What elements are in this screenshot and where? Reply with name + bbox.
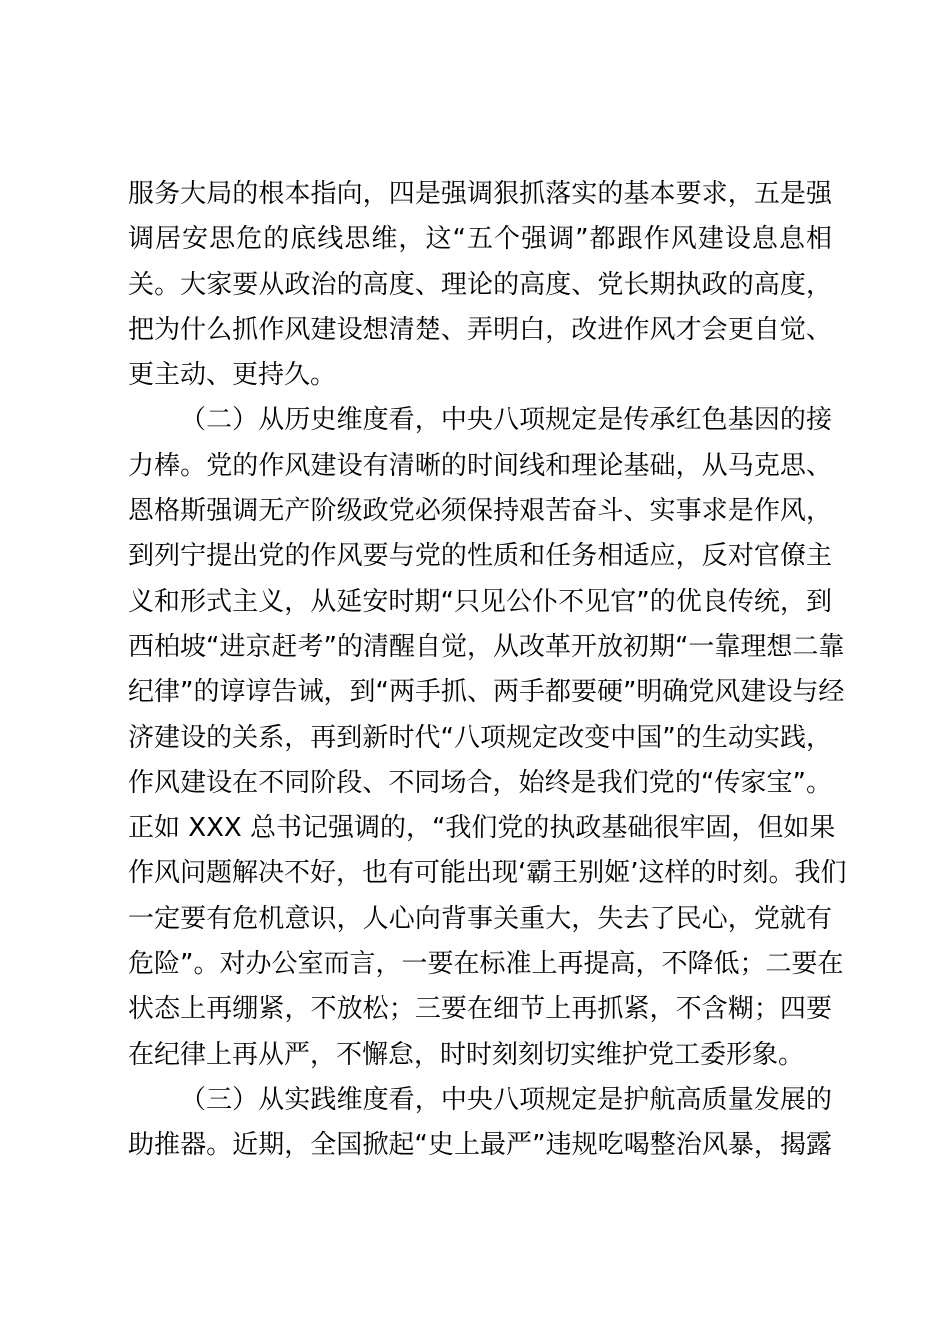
text-line: 济建设的关系，再到新时代“八项规定改变中国”的生动实践， [128, 722, 832, 753]
text-line: 恩格斯强调无产阶级政党必须保持艰苦奋斗、实事求是作风， [128, 496, 832, 527]
text-line: 作风问题解决不好，也有可能出现‘霸王别姬’这样的时刻。我们 [128, 858, 847, 889]
body-text [128, 172, 847, 1169]
text-line: 助推器。近期，全国掀起“史上最严”违规吃喝整治风暴，揭露 [128, 1130, 832, 1161]
text-line: 状态上再绷紧，不放松；三要在细节上再抓紧，不含糊；四要 [128, 994, 832, 1025]
section-heading-line: （二）从历史维度看，中央八项规定是传承红色基因的接 [180, 405, 832, 436]
text-line: 在纪律上再从严，不懈怠，时时刻刻切实维护党工委形象。 [128, 1039, 805, 1070]
text-line: 西柏坡“进京赶考”的清醒自觉，从改革开放初期“一靠理想二靠 [128, 631, 845, 662]
text-line: 作风建设在不同阶段、不同场合，始终是我们党的“传家宝”。 [128, 767, 832, 798]
text-line: 力棒。党的作风建设有清晰的时间线和理论基础，从马克思、 [128, 450, 832, 481]
text-line: 正如 XXX 总书记强调的，“我们党的执政基础很牢固，但如果 [128, 813, 836, 844]
text-line: 服务大局的根本指向，四是强调狠抓落实的基本要求，五是强 [128, 179, 832, 209]
section-heading-line: （三）从实践维度看，中央八项规定是护航高质量发展的 [180, 1084, 832, 1115]
text-line: 纪律”的谆谆告诫，到“两手抓、两手都要硬”明确党风建设与经 [128, 677, 845, 708]
text-line: 把为什么抓作风建设想清楚、弄明白，改进作风才会更自觉、 [128, 314, 832, 345]
text-line: 调居安思危的底线思维，这“五个强调”都跟作风建设息息相 [128, 224, 832, 255]
text-line: 一定要有危机意识，人心向背事关重大，失去了民心，党就有 [128, 903, 832, 934]
text-line: 关。大家要从政治的高度、理论的高度、党长期执政的高度， [128, 269, 832, 300]
text-line: 到列宁提出党的作风要与党的性质和任务相适应，反对官僚主 [128, 541, 832, 572]
text-line: 更主动、更持久。 [128, 360, 337, 391]
text-line: 危险”。对办公室而言，一要在标准上再提高，不降低；二要在 [128, 949, 844, 980]
text-line: 义和形式主义，从延安时期“只见公仆不见官”的优良传统，到 [128, 586, 832, 617]
